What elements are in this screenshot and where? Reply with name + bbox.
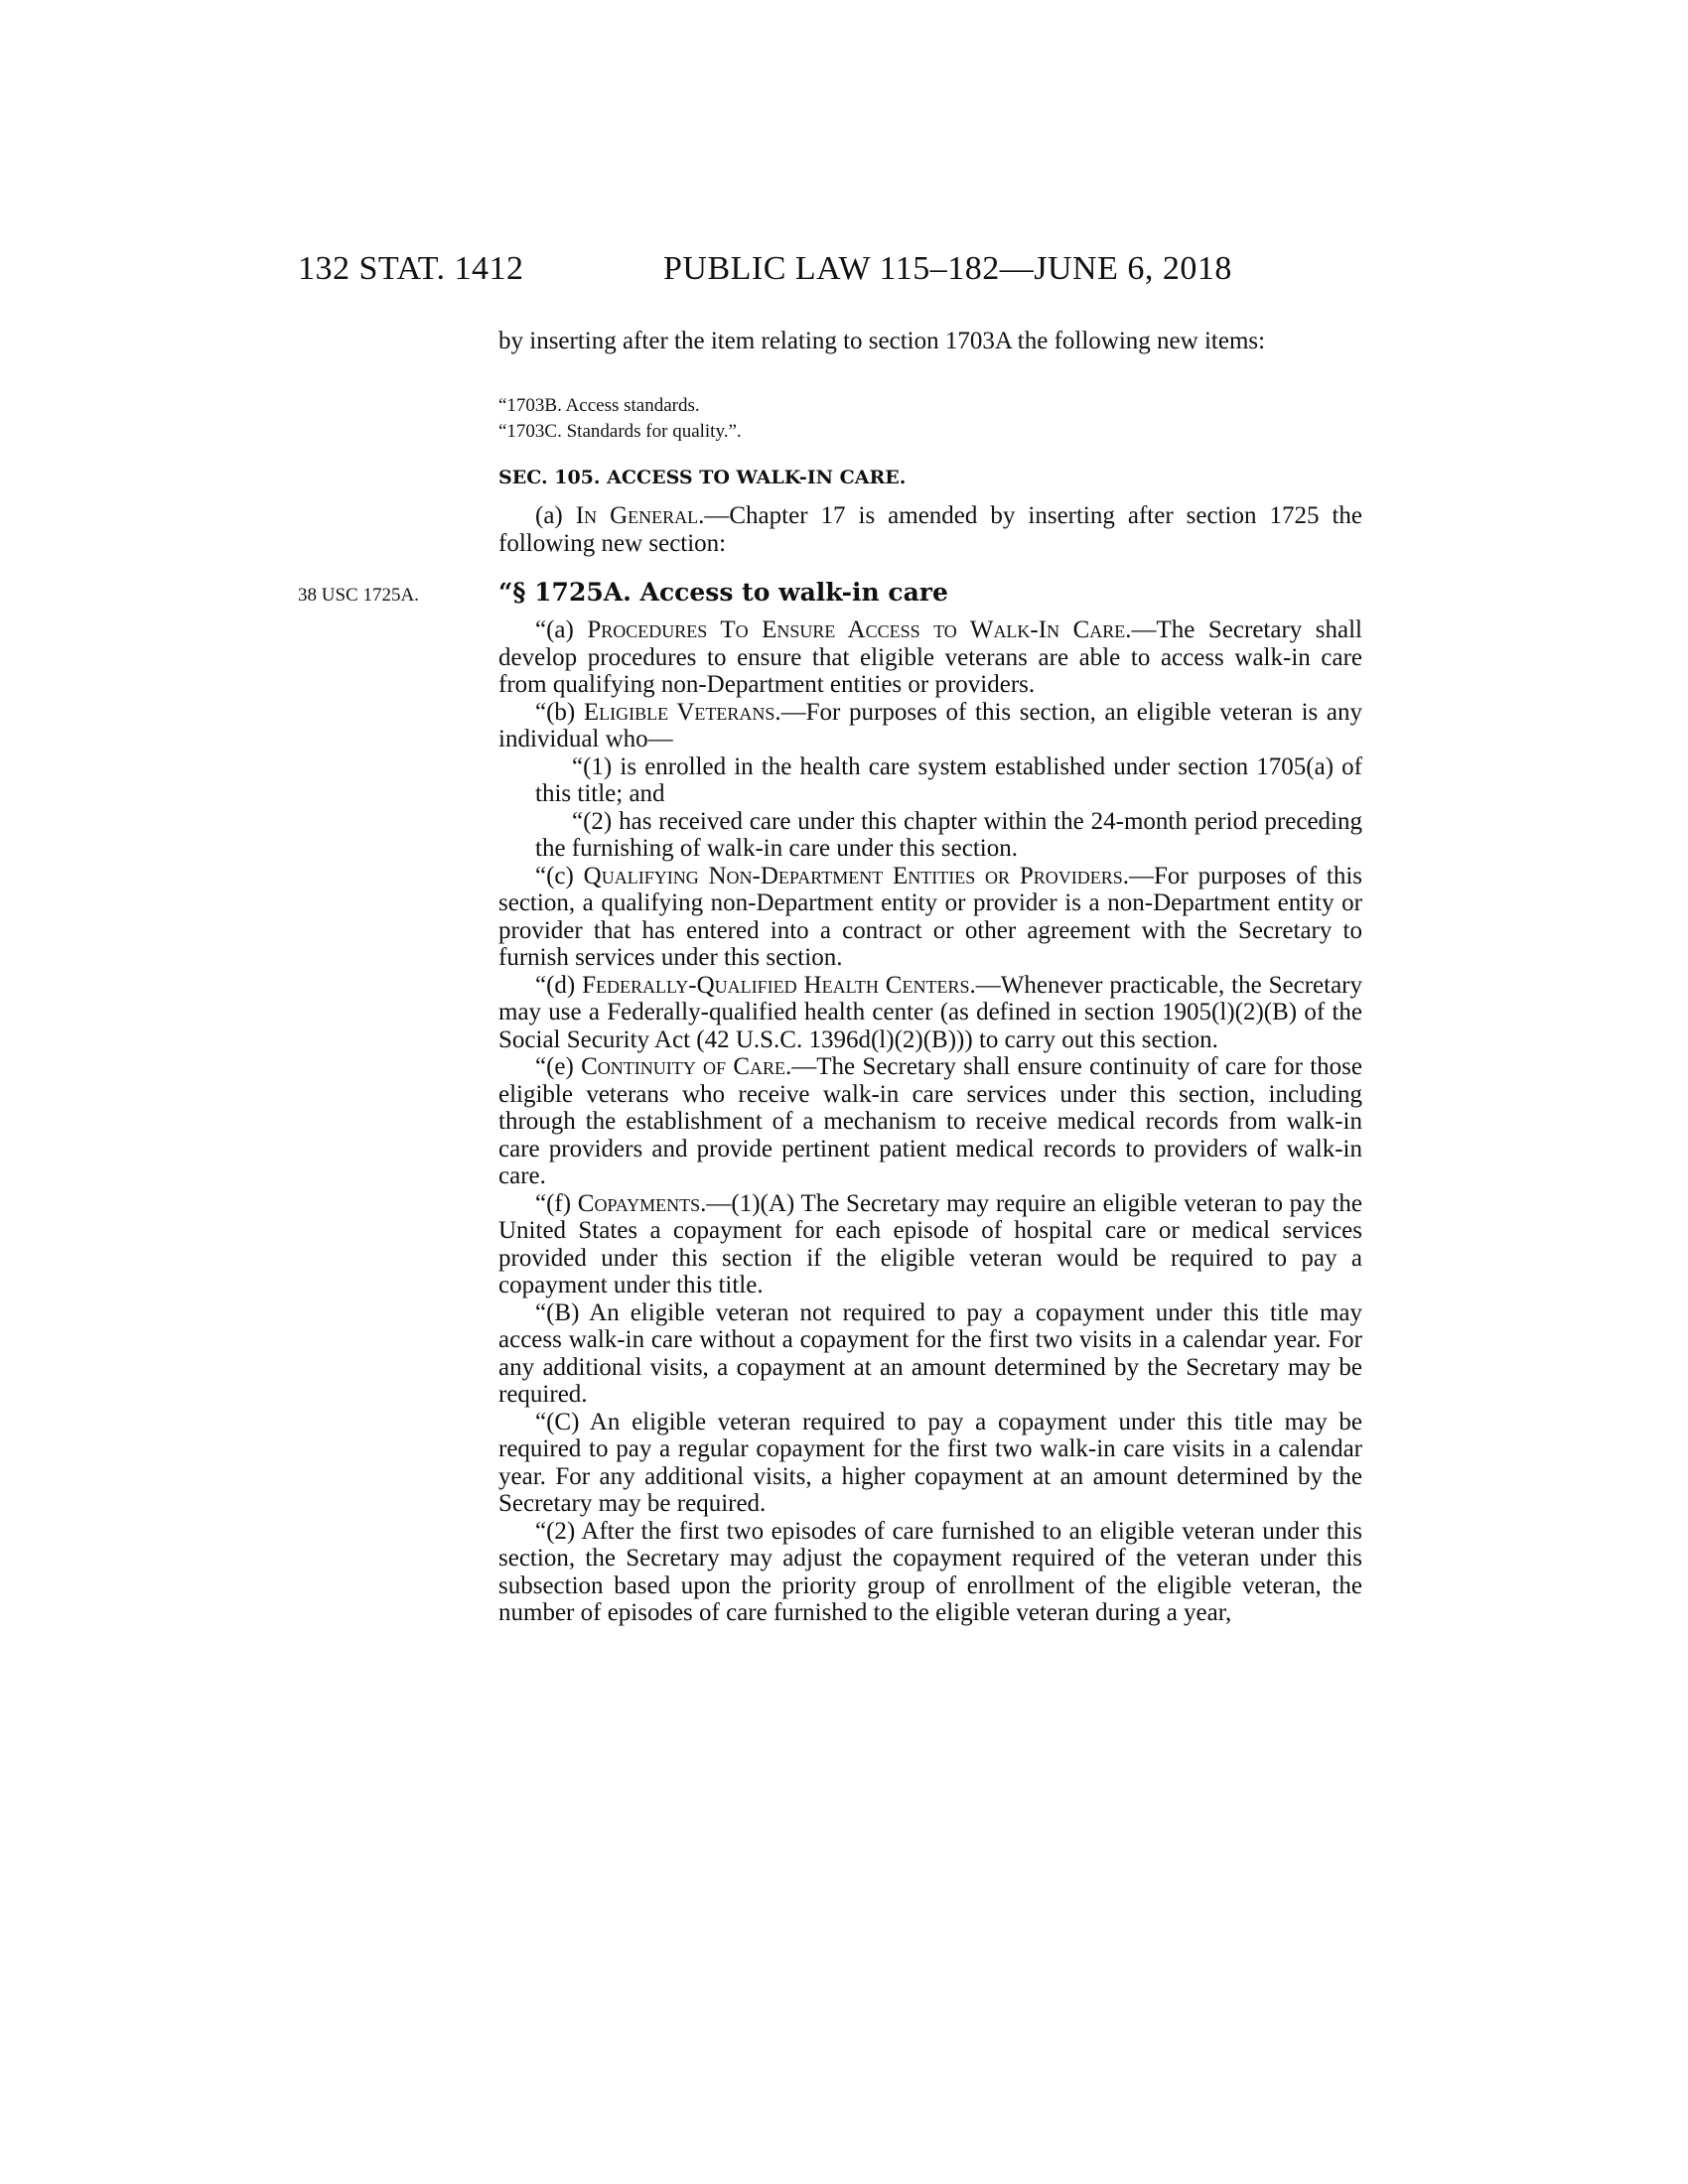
paragraph-d: “(d) Federally-Qualified Health Centers.—Whenever practicable, the Secretary may use a Federally-qualified health center (as defined in section 1905(l)(2)(B) of the Social Security Act (42 U.S.C. 1396d(l)(2)(B))) to carry out this section.	[498, 971, 1363, 1053]
paragraph-b2: “(2) has received care under this chapter within the 24-month period preceding the furnishing of walk-in care under this section.	[535, 807, 1362, 862]
toc-list	[498, 393, 1362, 445]
general-block	[498, 502, 1362, 557]
paragraph-f-B: “(B) An eligible veteran not required to pay a copayment under this title may access walk-in care without a copayment for the first two visits in a calendar year. For any additional visits, a copayment at an amount determined by the Secretary may be required.	[498, 1298, 1362, 1408]
paragraph-f: “(f) Copayments.—(1)(A) The Secretary may require an eligible veteran to pay the United States a copayment for each episode of hospital care or medical services provided under this section if the eligible veteran would be required to pay a copayment under this title.	[498, 1189, 1362, 1298]
paragraph-e: “(e) Continuity of Care.—The Secretary shall ensure continuity of care for those eligible veterans who receive walk-in care services under this section, including through the establishment of a mechanism to receive medical records from walk-in care providers and provide pertinent patient medical records to providers of walk-in care.	[498, 1053, 1362, 1189]
page-running-head: PUBLIC LAW 115–182—JUNE 6, 2018	[663, 250, 1232, 287]
section-title: “§ 1725A. Access to walk-in care	[498, 578, 948, 607]
paragraph-a: “(a) Procedures To Ensure Access to Walk-In Care.—The Secretary shall develop procedures to ensure that eligible veterans are able to access walk-in care from qualifying non-Department entities or providers.	[498, 616, 1363, 698]
section-body	[498, 616, 1362, 1627]
paragraph-c: “(c) Qualifying Non-Department Entities or Providers.—For purposes of this section, a qualifying non-Department entity or provider is a non-Department entity or provider that has entered into a contract or other agreement with the Secretary to furnish services under this section.	[498, 862, 1362, 971]
margin-note: 38 USC 1725A.	[298, 585, 419, 606]
toc-item: “1703C. Standards for quality.”.	[498, 421, 742, 442]
section-heading-block	[498, 465, 1362, 492]
paragraph-b1: “(1) is enrolled in the health care system established under section 1705(a) of this title; and	[535, 752, 1362, 807]
paragraph-f-C: “(C) An eligible veteran required to pay a copayment under this title may be required to pay a regular copayment for the first two walk-in care visits in a calendar year. For any additional visits, a higher copayment at an amount determined by the Secretary may be required.	[498, 1408, 1362, 1517]
section-heading: SEC. 105. ACCESS TO WALK-IN CARE.	[498, 467, 907, 488]
paragraph-b: “(b) Eligible Veterans.—For purposes of this section, an eligible veteran is any individual who—	[498, 698, 1362, 752]
intro-text: by inserting after the item relating to section 1703A the following new items:	[498, 328, 1266, 354]
toc-item: “1703B. Access standards.	[498, 395, 700, 416]
page-stat-citation: 132 STAT. 1412	[298, 250, 524, 287]
paragraph-f-2: “(2) After the first two episodes of care furnished to an eligible veteran under this section, the Secretary may adjust the copayment required of the veteran under this subsection based upon the priority group of enrollment of the eligible veteran, the number of episodes of care furnished to the eligible veteran during a year,	[498, 1517, 1362, 1626]
subsection-a-general: (a) In General.—Chapter 17 is amended by inserting after section 1725 the following new section:	[498, 502, 1363, 557]
section-title-block	[498, 579, 1362, 607]
intro-block	[498, 328, 1362, 355]
